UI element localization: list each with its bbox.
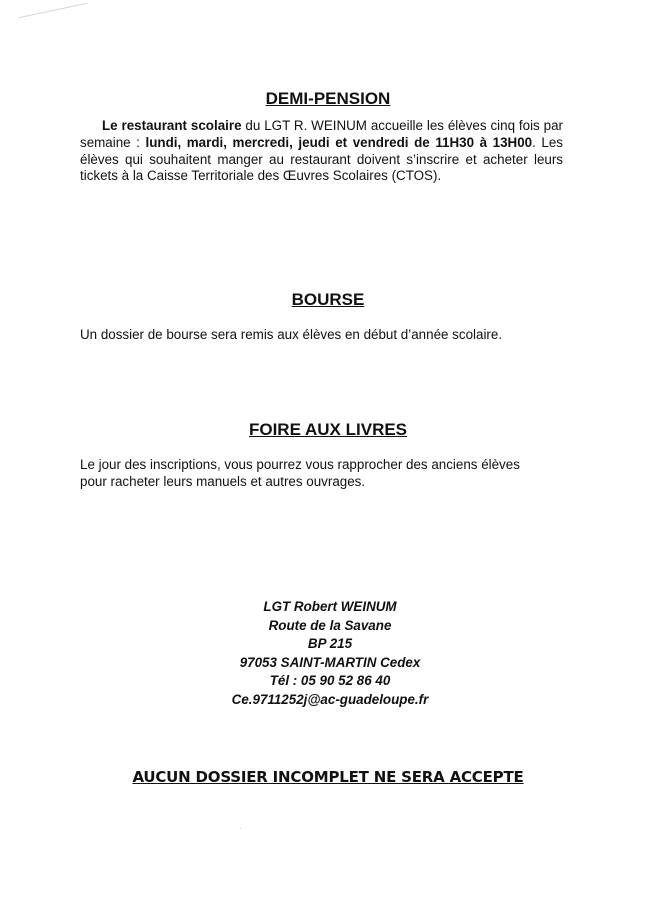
scan-artifact-dot — [240, 828, 241, 829]
demi-pension-text-1: du LGT R. WEINUM accueille les élèves cinq fois par semaine : — [80, 118, 563, 150]
bourse-heading: BOURSE — [291, 290, 365, 309]
address-school-name: LGT Robert WEINUM — [263, 599, 397, 614]
scan-artifact-line — [19, 3, 88, 19]
demi-pension-text-2: . Les élèves qui souhaitent manger au restaurant doivent s’inscrire et acheter leurs tickets à la Caisse Territoriale des Œuvres Scolaires (CTOS). — [80, 134, 563, 184]
address-po-box: BP 215 — [307, 636, 353, 652]
address-street: Route de la Savane — [268, 617, 392, 633]
address-email: Ce.9711252j@ac-guadeloupe.fr — [231, 691, 429, 707]
foire-aux-livres-heading: FOIRE AUX LIVRES — [248, 420, 408, 439]
address-phone: Tél : 05 90 52 86 40 — [269, 673, 391, 689]
address-city: 97053 SAINT-MARTIN Cedex — [239, 654, 421, 670]
demi-pension-heading: DEMI-PENSION — [265, 89, 391, 108]
school-address-block — [195, 598, 465, 710]
days-hours-bold: lundi, mardi, mercredi, jeudi et vendredi de 11H30 à 13H00 — [145, 134, 533, 150]
restaurant-scolaire-bold: Le restaurant scolaire — [102, 118, 242, 133]
incomplete-file-warning: AUCUN DOSSIER INCOMPLET NE SERA ACCEPTE — [132, 768, 524, 786]
demi-pension-paragraph — [80, 118, 563, 185]
bourse-paragraph: Un dossier de bourse sera remis aux élèves en début d’année scolaire. — [80, 327, 503, 342]
foire-aux-livres-paragraph: Le jour des inscriptions, vous pourrez vous rapprocher des anciens élèves pour racheter leurs manuels et autres ouvrages. — [80, 457, 520, 489]
